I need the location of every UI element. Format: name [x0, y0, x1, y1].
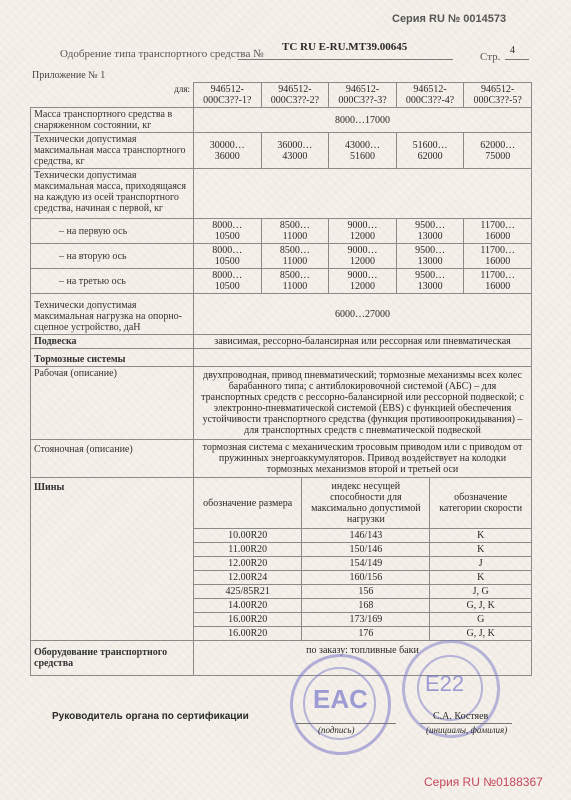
certification-seal-stamp [290, 654, 391, 755]
variants-row [31, 83, 532, 108]
axle-value: 9500… 13000 [396, 244, 464, 269]
table-row [194, 543, 531, 557]
tyre-load-index: 154/149 [302, 557, 430, 571]
axle-value: 8500… 11000 [261, 244, 329, 269]
tyre-load-index: 156 [302, 585, 430, 599]
variant-3: 946512- 000С3??-3? [329, 83, 397, 108]
suspension-value: зависимая, рессорно-балансирная или рессорная или пневматическая [194, 335, 532, 349]
table-row [194, 557, 531, 571]
axle-value: 9000… 12000 [329, 269, 397, 294]
axle-value: 11700… 16000 [464, 219, 532, 244]
tyre-size: 12.00R24 [194, 571, 302, 585]
tyre-load-index: 160/156 [302, 571, 430, 585]
axle-value: 8000… 10500 [194, 244, 262, 269]
brakes-header-row [31, 349, 532, 367]
axle-value: 11700… 16000 [464, 269, 532, 294]
page-label: Стр. [480, 51, 501, 63]
equipment-value: по заказу: топливные баки [194, 641, 532, 676]
curb-mass-row [31, 108, 532, 133]
variant-5: 946512- 000С3??-5? [464, 83, 532, 108]
name-line [420, 723, 512, 724]
variant-2: 946512- 000С3??-2? [261, 83, 329, 108]
axle-row-3 [31, 269, 532, 294]
tyre-size-header: обозначение размера [203, 497, 293, 509]
series-number-bottom: Серия RU №0188367 [424, 775, 543, 789]
signatory-name: С.А. Костяев [433, 711, 489, 722]
curb-mass-label: Масса транспортного средства в снаряженном состоянии, кг [31, 108, 194, 133]
axle-value: 9500… 13000 [396, 219, 464, 244]
service-brake-label: Рабочая (описание) [31, 367, 194, 440]
axle-mass-row [31, 169, 532, 219]
axle-value: 9500… 13000 [396, 269, 464, 294]
coupling-value: 6000…27000 [194, 294, 532, 335]
head-of-certification-label: Руководитель органа по сертификации [52, 711, 249, 722]
approval-number: ТС RU E-RU.МТ39.00645 [282, 41, 408, 53]
axle-value: 8000… 10500 [194, 219, 262, 244]
tyre-load-index: 176 [302, 627, 430, 641]
page-number: 4 [510, 45, 515, 56]
axle-mass-label: Технически допустимая максимальная масса, приходящаяся на каждую из осей транспортного средства, начиная с первой, кг [31, 169, 194, 219]
table-row [194, 585, 531, 599]
tyre-load-index: 168 [302, 599, 430, 613]
service-brake-text: двухпроводная, привод пневматический; тормозные механизмы всех колес барабанного типа; с антиблокировочной системой (АБС) – для транспортных средств с рессорно-балансирной или рессорной подвеской; с электронно-пневматической системой (EBS) с функцией обеспечения устойчивости транспортного средства (функция противоопрокидывания) – для транспортных средств с пневматической подвеской [194, 367, 532, 440]
eac-mark: EAC [313, 684, 368, 714]
tyre-speed-header: обозначение категории скорости [430, 478, 531, 529]
tyre-header-row [194, 478, 531, 529]
tyre-table [194, 478, 531, 640]
table-row [194, 529, 531, 543]
axle-row-2 [31, 244, 532, 269]
tyre-load-index: 146/143 [302, 529, 430, 543]
curb-mass-value: 8000…17000 [194, 108, 532, 133]
axle-value: 8500… 11000 [261, 269, 329, 294]
axle-value: 9000… 12000 [329, 219, 397, 244]
axle-value: 9000… 12000 [329, 244, 397, 269]
series-number-top: Серия RU № 0014573 [392, 13, 507, 25]
max-mass-value: 36000… 43000 [261, 133, 329, 169]
max-mass-value: 43000… 51600 [329, 133, 397, 169]
service-brake-row [31, 367, 532, 440]
max-mass-row [31, 133, 532, 169]
max-mass-label: Технически допустимая максимальная масса транспортного средства, кг [31, 133, 194, 169]
max-mass-value: 62000… 75000 [464, 133, 532, 169]
table-row [194, 599, 531, 613]
tyre-size: 425/85R21 [194, 585, 302, 599]
tyre-speed-category: G, J, K [430, 599, 531, 613]
brakes-label: Тормозные системы [31, 349, 194, 367]
signature-line [296, 723, 396, 724]
parking-brake-text: тормозная система с механическим тросовым приводом или с приводом от пружинных энергоаккумуляторов. Привод воздействует на колодки тормозных механизмов второй и третьей оси [194, 440, 532, 478]
emark-label: E22 [425, 671, 465, 696]
table-row [194, 613, 531, 627]
tyre-load-index: 150/146 [302, 543, 430, 557]
axle-row-1 [31, 219, 532, 244]
tyre-load-index: 173/169 [302, 613, 430, 627]
tyre-speed-category: J [430, 557, 531, 571]
tyre-size: 12.00R20 [194, 557, 302, 571]
table-row [194, 627, 531, 641]
max-mass-value: 30000… 36000 [194, 133, 262, 169]
axle-label: – на первую ось [31, 219, 194, 244]
axle-value: 8000… 10500 [194, 269, 262, 294]
tyres-row [31, 478, 532, 641]
for-label: для: [31, 83, 194, 108]
axle-value: 11700… 16000 [464, 244, 532, 269]
appendix-label: Приложение № 1 [32, 70, 106, 81]
equipment-label: Оборудование транспортного средства [31, 641, 194, 676]
tyre-speed-category: K [430, 529, 531, 543]
tyre-load-header: индекс несущей способности для максимально допустимой нагрузки [302, 478, 430, 529]
approval-underline [238, 59, 453, 60]
tyre-size: 16.00R20 [194, 613, 302, 627]
tyre-speed-category: G [430, 613, 531, 627]
table-row [194, 571, 531, 585]
name-caption: (инициалы, фамилия) [426, 725, 508, 735]
tyre-speed-category: J, G [430, 585, 531, 599]
parking-brake-label: Стояночная (описание) [31, 440, 194, 478]
tyres-label: Шины [31, 478, 194, 641]
tyre-size: 16.00R20 [194, 627, 302, 641]
approval-label: Одобрение типа транспортного средства № [60, 48, 264, 60]
tyre-speed-category: G, J, K [430, 627, 531, 641]
parking-brake-row [31, 440, 532, 478]
axle-label: – на третью ось [31, 269, 194, 294]
signature-caption: (подпись) [318, 725, 355, 735]
variant-1: 946512- 000С3??-1? [194, 83, 262, 108]
page-underline [505, 59, 529, 60]
tyre-speed-category: K [430, 571, 531, 585]
coupling-label: Технически допустимая максимальная нагрузка на опорно-сцепное устройство, даН [31, 294, 194, 335]
suspension-row [31, 335, 532, 349]
max-mass-value: 51600… 62000 [396, 133, 464, 169]
coupling-row [31, 294, 532, 335]
suspension-label: Подвеска [31, 335, 194, 349]
tyre-size: 14.00R20 [194, 599, 302, 613]
spec-table [30, 82, 532, 676]
tyre-speed-category: K [430, 543, 531, 557]
tyre-size: 10.00R20 [194, 529, 302, 543]
axle-value: 8500… 11000 [261, 219, 329, 244]
axle-label: – на вторую ось [31, 244, 194, 269]
tyre-size: 11.00R20 [194, 543, 302, 557]
variant-4: 946512- 000С3??-4? [396, 83, 464, 108]
